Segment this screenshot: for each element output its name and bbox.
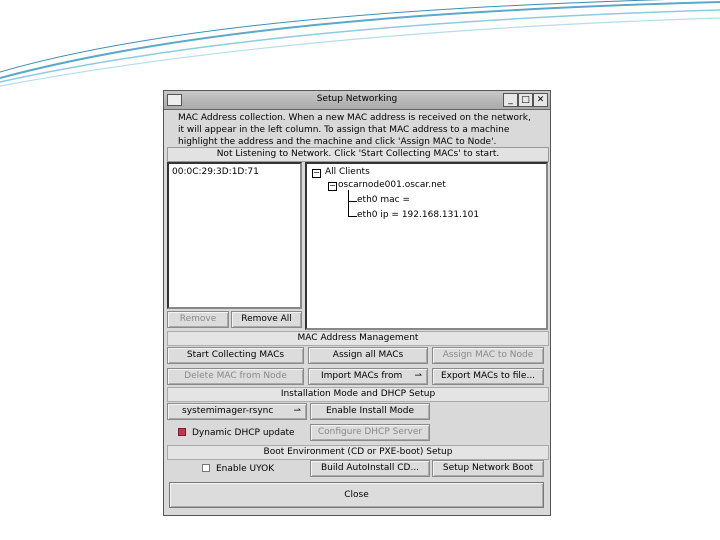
mac-list-item[interactable]: 00:0C:29:3D:1D:71 bbox=[172, 167, 259, 177]
close-window-button[interactable]: ✕ bbox=[533, 93, 548, 107]
window-title: Setup Networking bbox=[316, 94, 398, 104]
instructions-line: MAC Address collection. When a new MAC address is received on the network, bbox=[178, 113, 531, 123]
title-bar bbox=[164, 91, 550, 110]
clients-tree[interactable] bbox=[305, 162, 548, 330]
tree-connector bbox=[348, 201, 357, 217]
minimize-button[interactable]: _ bbox=[503, 93, 518, 107]
maximize-button[interactable]: □ bbox=[518, 93, 533, 107]
instructions-text bbox=[178, 112, 538, 148]
import-macs-select[interactable] bbox=[308, 368, 428, 385]
collapse-icon[interactable]: − bbox=[329, 181, 336, 190]
collapse-icon[interactable]: − bbox=[313, 168, 320, 177]
decorative-swoosh bbox=[0, 0, 720, 90]
tree-node-ip[interactable]: eth0 ip = 192.168.131.101 bbox=[357, 210, 480, 220]
installation-mode-header: Installation Mode and DHCP Setup bbox=[167, 387, 549, 402]
setup-network-boot-button[interactable]: Setup Network Boot bbox=[432, 460, 544, 477]
dropdown-arrow-icon: ⇀ bbox=[414, 371, 422, 381]
assign-all-macs-button[interactable]: Assign all MACs bbox=[308, 347, 428, 364]
checkbox-checked-icon bbox=[178, 428, 186, 436]
enable-install-mode-button[interactable]: Enable Install Mode bbox=[310, 403, 430, 420]
tree-node-host[interactable]: oscarnode001.oscar.net bbox=[338, 180, 446, 190]
close-button[interactable]: Close bbox=[169, 482, 544, 508]
remove-all-button[interactable]: Remove All bbox=[231, 311, 302, 328]
boot-environment-header: Boot Environment (CD or PXE-boot) Setup bbox=[167, 445, 549, 460]
delete-mac-button[interactable]: Delete MAC from Node bbox=[167, 368, 304, 385]
remove-button[interactable]: Remove bbox=[167, 311, 229, 328]
build-autoinstall-cd-button[interactable]: Build AutoInstall CD... bbox=[310, 460, 430, 477]
enable-uyok-label: Enable UYOK bbox=[216, 464, 275, 474]
mac-address-list[interactable] bbox=[167, 162, 302, 309]
assign-mac-to-node-button[interactable]: Assign MAC to Node bbox=[432, 347, 544, 364]
listening-status: Not Listening to Network. Click 'Start Collecting MACs' to start. bbox=[167, 147, 549, 162]
tree-root-all-clients[interactable]: All Clients bbox=[325, 167, 370, 177]
enable-uyok-checkbox[interactable] bbox=[202, 464, 274, 474]
dynamic-dhcp-checkbox[interactable] bbox=[178, 428, 295, 438]
configure-dhcp-button[interactable]: Configure DHCP Server bbox=[310, 424, 430, 441]
import-macs-label: Import MACs from bbox=[321, 371, 403, 381]
install-mode-select[interactable] bbox=[167, 403, 307, 420]
instructions-line: it will appear in the left column. To assign that MAC address to a machine bbox=[178, 125, 510, 135]
instructions-line: highlight the address and the machine and click 'Assign MAC to Node'. bbox=[178, 137, 497, 147]
install-mode-label: systemimager-rsync bbox=[182, 406, 274, 416]
setup-networking-window bbox=[163, 90, 551, 516]
checkbox-icon bbox=[202, 464, 210, 472]
dynamic-dhcp-label: Dynamic DHCP update bbox=[192, 428, 295, 438]
start-collecting-macs-button[interactable]: Start Collecting MACs bbox=[167, 347, 304, 364]
tree-node-mac[interactable]: eth0 mac = bbox=[357, 195, 410, 205]
mac-management-header: MAC Address Management bbox=[167, 331, 549, 346]
export-macs-button[interactable]: Export MACs to file... bbox=[432, 368, 544, 385]
dropdown-arrow-icon: ⇀ bbox=[293, 406, 301, 416]
